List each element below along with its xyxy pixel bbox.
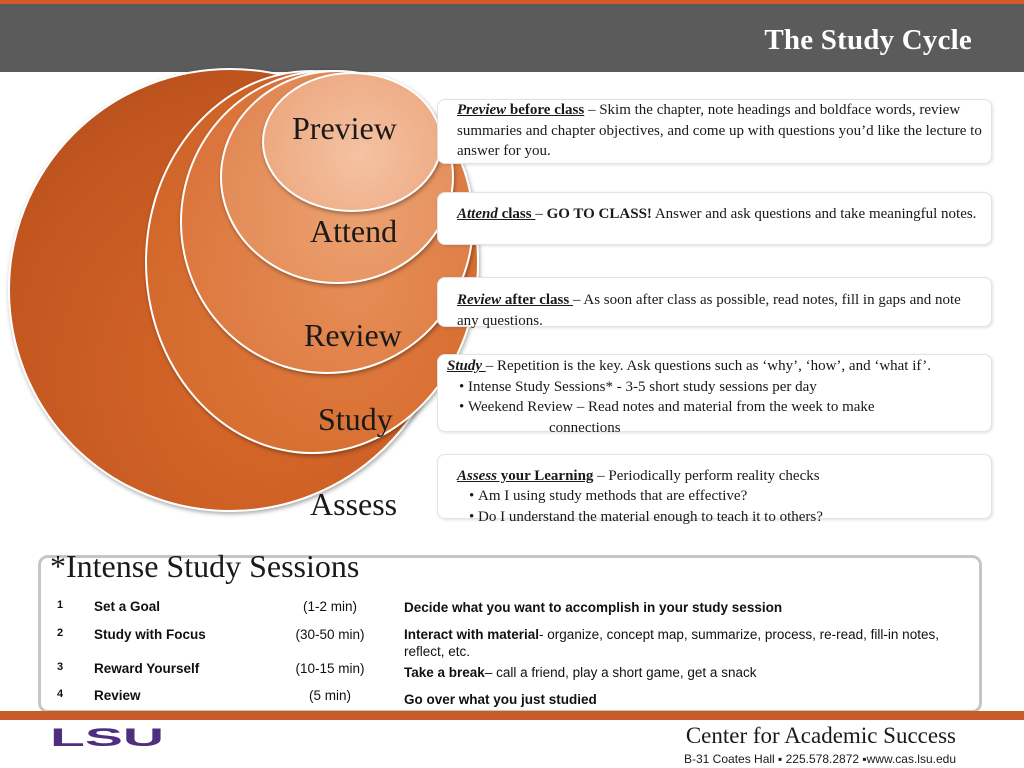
- stage-label-review: Review: [304, 317, 402, 353]
- sessions-title: *Intense Study Sessions: [50, 548, 360, 584]
- stage-label-assess: Assess: [310, 486, 398, 522]
- attend-description: Attend class – GO TO CLASS! Answer and ask questions and take meaningful notes.: [457, 206, 977, 222]
- row-number: 2: [57, 627, 64, 639]
- study-description: Study – Repetition is the key. Ask questions such as ‘why’, ‘how’, and ‘what if’.: [447, 358, 931, 374]
- stage-label-attend: Attend: [310, 213, 398, 249]
- page-title: The Study Cycle: [764, 24, 972, 56]
- row-description: Go over what you just studied: [404, 692, 597, 707]
- stage-label-preview: Preview: [292, 110, 397, 146]
- review-description: Review after class – As soon after class as possible, read notes, fill in gaps and note any questions.: [457, 292, 961, 329]
- row-number: 4: [57, 688, 64, 700]
- footer-accent-bar: [0, 711, 1024, 720]
- study-bullet-continuation: connections: [549, 420, 621, 436]
- row-time: (1-2 min): [302, 599, 357, 614]
- preview-description: Preview before class – Skim the chapter, note headings and boldface words, review summaries and chapter objectives, and come up with questions you’d like the lecture to answer for you.: [457, 102, 982, 159]
- assess-bullet: • Do I understand the material enough to teach it to others?: [469, 509, 823, 525]
- row-step: Review: [94, 688, 141, 703]
- lsu-logo: [50, 727, 166, 752]
- row-description: Decide what you want to accomplish in your study session: [404, 600, 783, 615]
- contact-info: B-31 Coates Hall ▪ 225.578.2872 ▪www.cas.lsu.edu: [684, 752, 956, 766]
- row-time: (10-15 min): [295, 661, 365, 676]
- row-step: Study with Focus: [94, 627, 206, 642]
- row-description: Interact with material- organize, concept map, summarize, process, re-read, fill-in notes, reflect, etc.: [404, 627, 939, 659]
- center-name: Center for Academic Success: [685, 723, 956, 748]
- svg-text:LSU: LSU: [50, 727, 164, 747]
- assess-bullet: • Am I using study methods that are effective?: [469, 488, 748, 504]
- row-number: 3: [57, 661, 64, 673]
- study-bullet: • Weekend Review – Read notes and material from the week to make: [459, 399, 875, 415]
- row-time: (5 min): [308, 688, 351, 703]
- row-description: Take a break– call a friend, play a short game, get a snack: [404, 665, 757, 680]
- study-bullet: • Intense Study Sessions* - 3-5 short study sessions per day: [459, 379, 817, 395]
- row-number: 1: [57, 599, 64, 611]
- row-step: Set a Goal: [94, 599, 161, 614]
- stage-label-study: Study: [318, 401, 393, 437]
- row-step: Reward Yourself: [94, 661, 200, 676]
- row-time: (30-50 min): [295, 627, 365, 642]
- assess-description: Assess your Learning – Periodically perform reality checks: [457, 468, 820, 484]
- header-bar: [0, 4, 1024, 72]
